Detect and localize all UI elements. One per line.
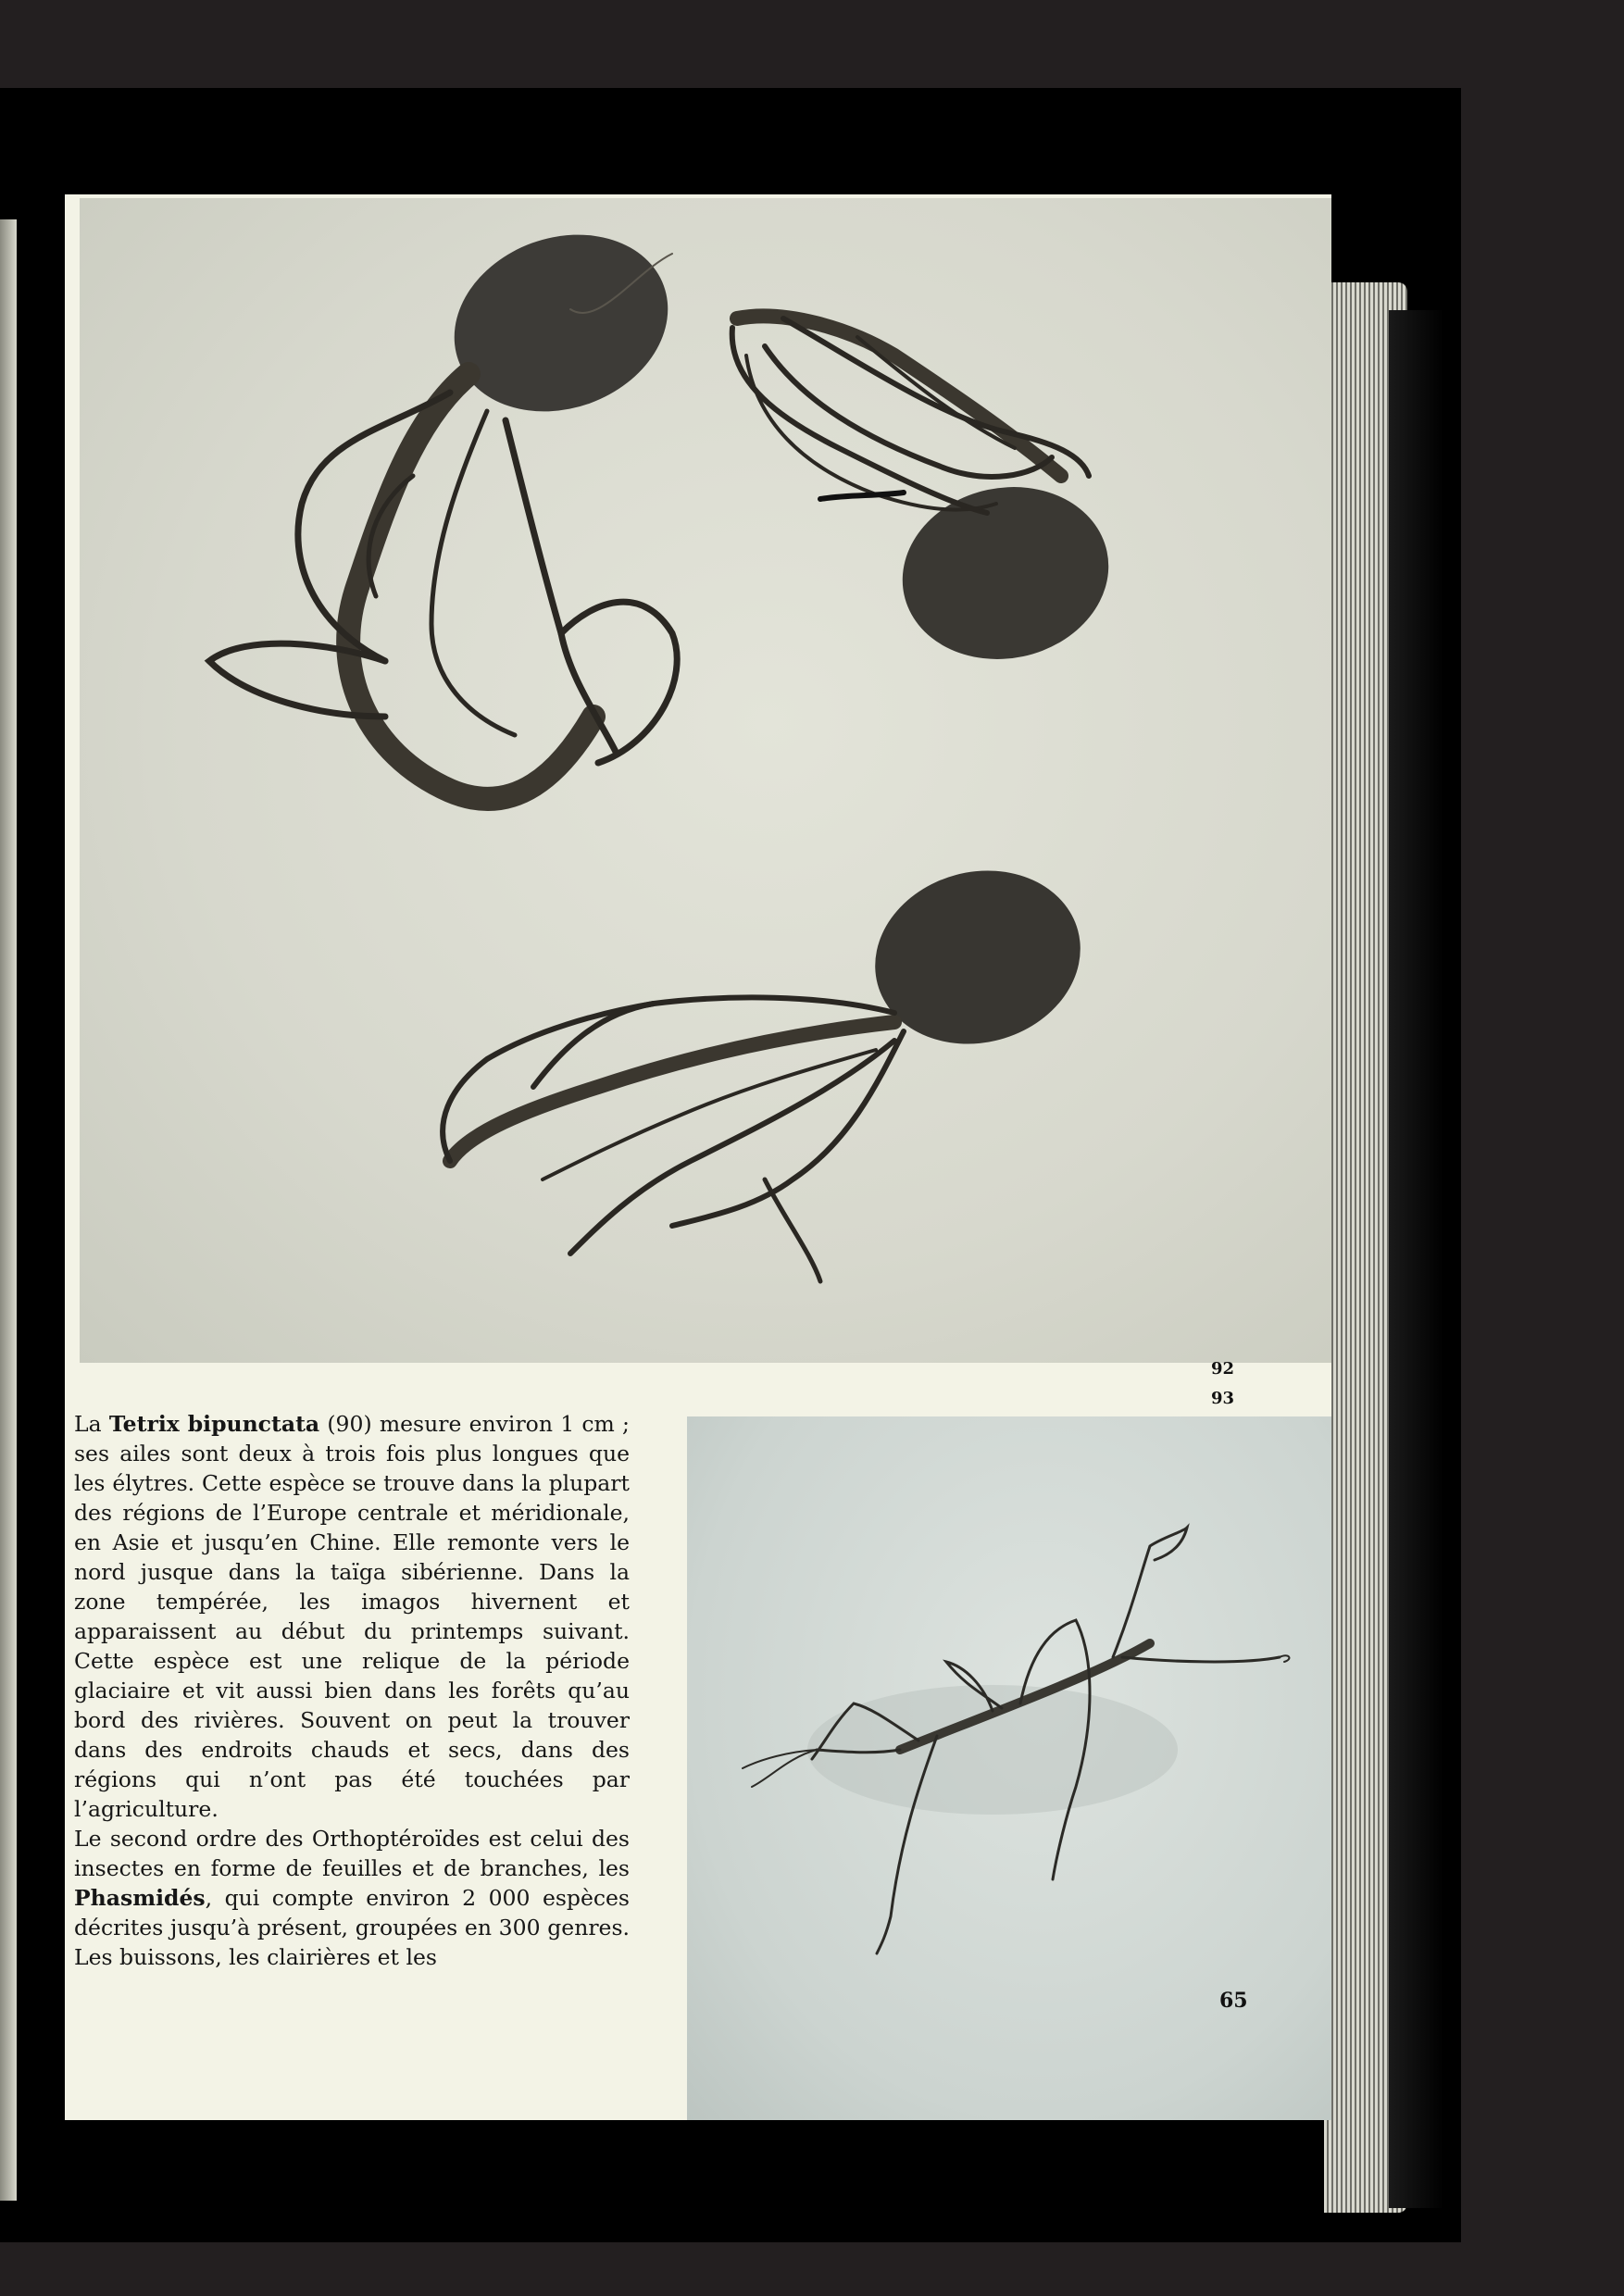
plate-number-93: 93 (1211, 1389, 1235, 1408)
left-page-edge (0, 219, 17, 2201)
body-text (74, 1409, 630, 1972)
photo-plate-93 (687, 1416, 1331, 2120)
text-run: , qui compte environ 2 000 espèces décrites jusqu’à présent, groupées en 300 genres. Les buissons, les clairières et les (74, 1885, 630, 1970)
book-shadow (1389, 310, 1444, 2208)
text-run: Le second ordre des Orthoptéroïdes est celui des insectes en forme de feuilles et de branches, les (74, 1826, 630, 1881)
paragraph-tetrix (74, 1409, 630, 1824)
stick-insect-illustration (687, 1416, 1331, 2120)
specimen-right (732, 316, 1125, 678)
paragraph-phasmides (74, 1824, 630, 1972)
page-number: 65 (1219, 1989, 1248, 2013)
stick-insect-eggs-illustration (80, 198, 1331, 1363)
book-page (65, 194, 1331, 2120)
species-name-tetrix: Tetrix bipunctata (108, 1411, 320, 1437)
text-run: (90) mesure environ 1 cm ; ses ailes sont deux à trois fois plus longues que les élytres. Cette espèce se trouve dans la plupart des régions de l’Europe centrale et méridionale, en Asie et jusqu’en Chine. Elle remonte vers le nord jusque dans la taïga sibérienne. Dans la zone tempérée, les imagos hivernent et apparaissent au début du printemps suivant. Cette espèce est une relique de la période glaciaire et vit aussi bien dans les forêts qu’au bord des rivières. Souvent on peut la trouver dans des endroits chauds et secs, dans des régions qui n’ont pas été touchées par l’agriculture. (74, 1411, 630, 1822)
specimen-bottom (443, 848, 1100, 1281)
group-name-phasmides: Phasmidés (74, 1885, 206, 1911)
specimen-left (209, 206, 693, 799)
photo-plate-92 (80, 198, 1331, 1363)
text-run: La (74, 1411, 109, 1437)
plate-number-92: 92 (1211, 1359, 1235, 1379)
